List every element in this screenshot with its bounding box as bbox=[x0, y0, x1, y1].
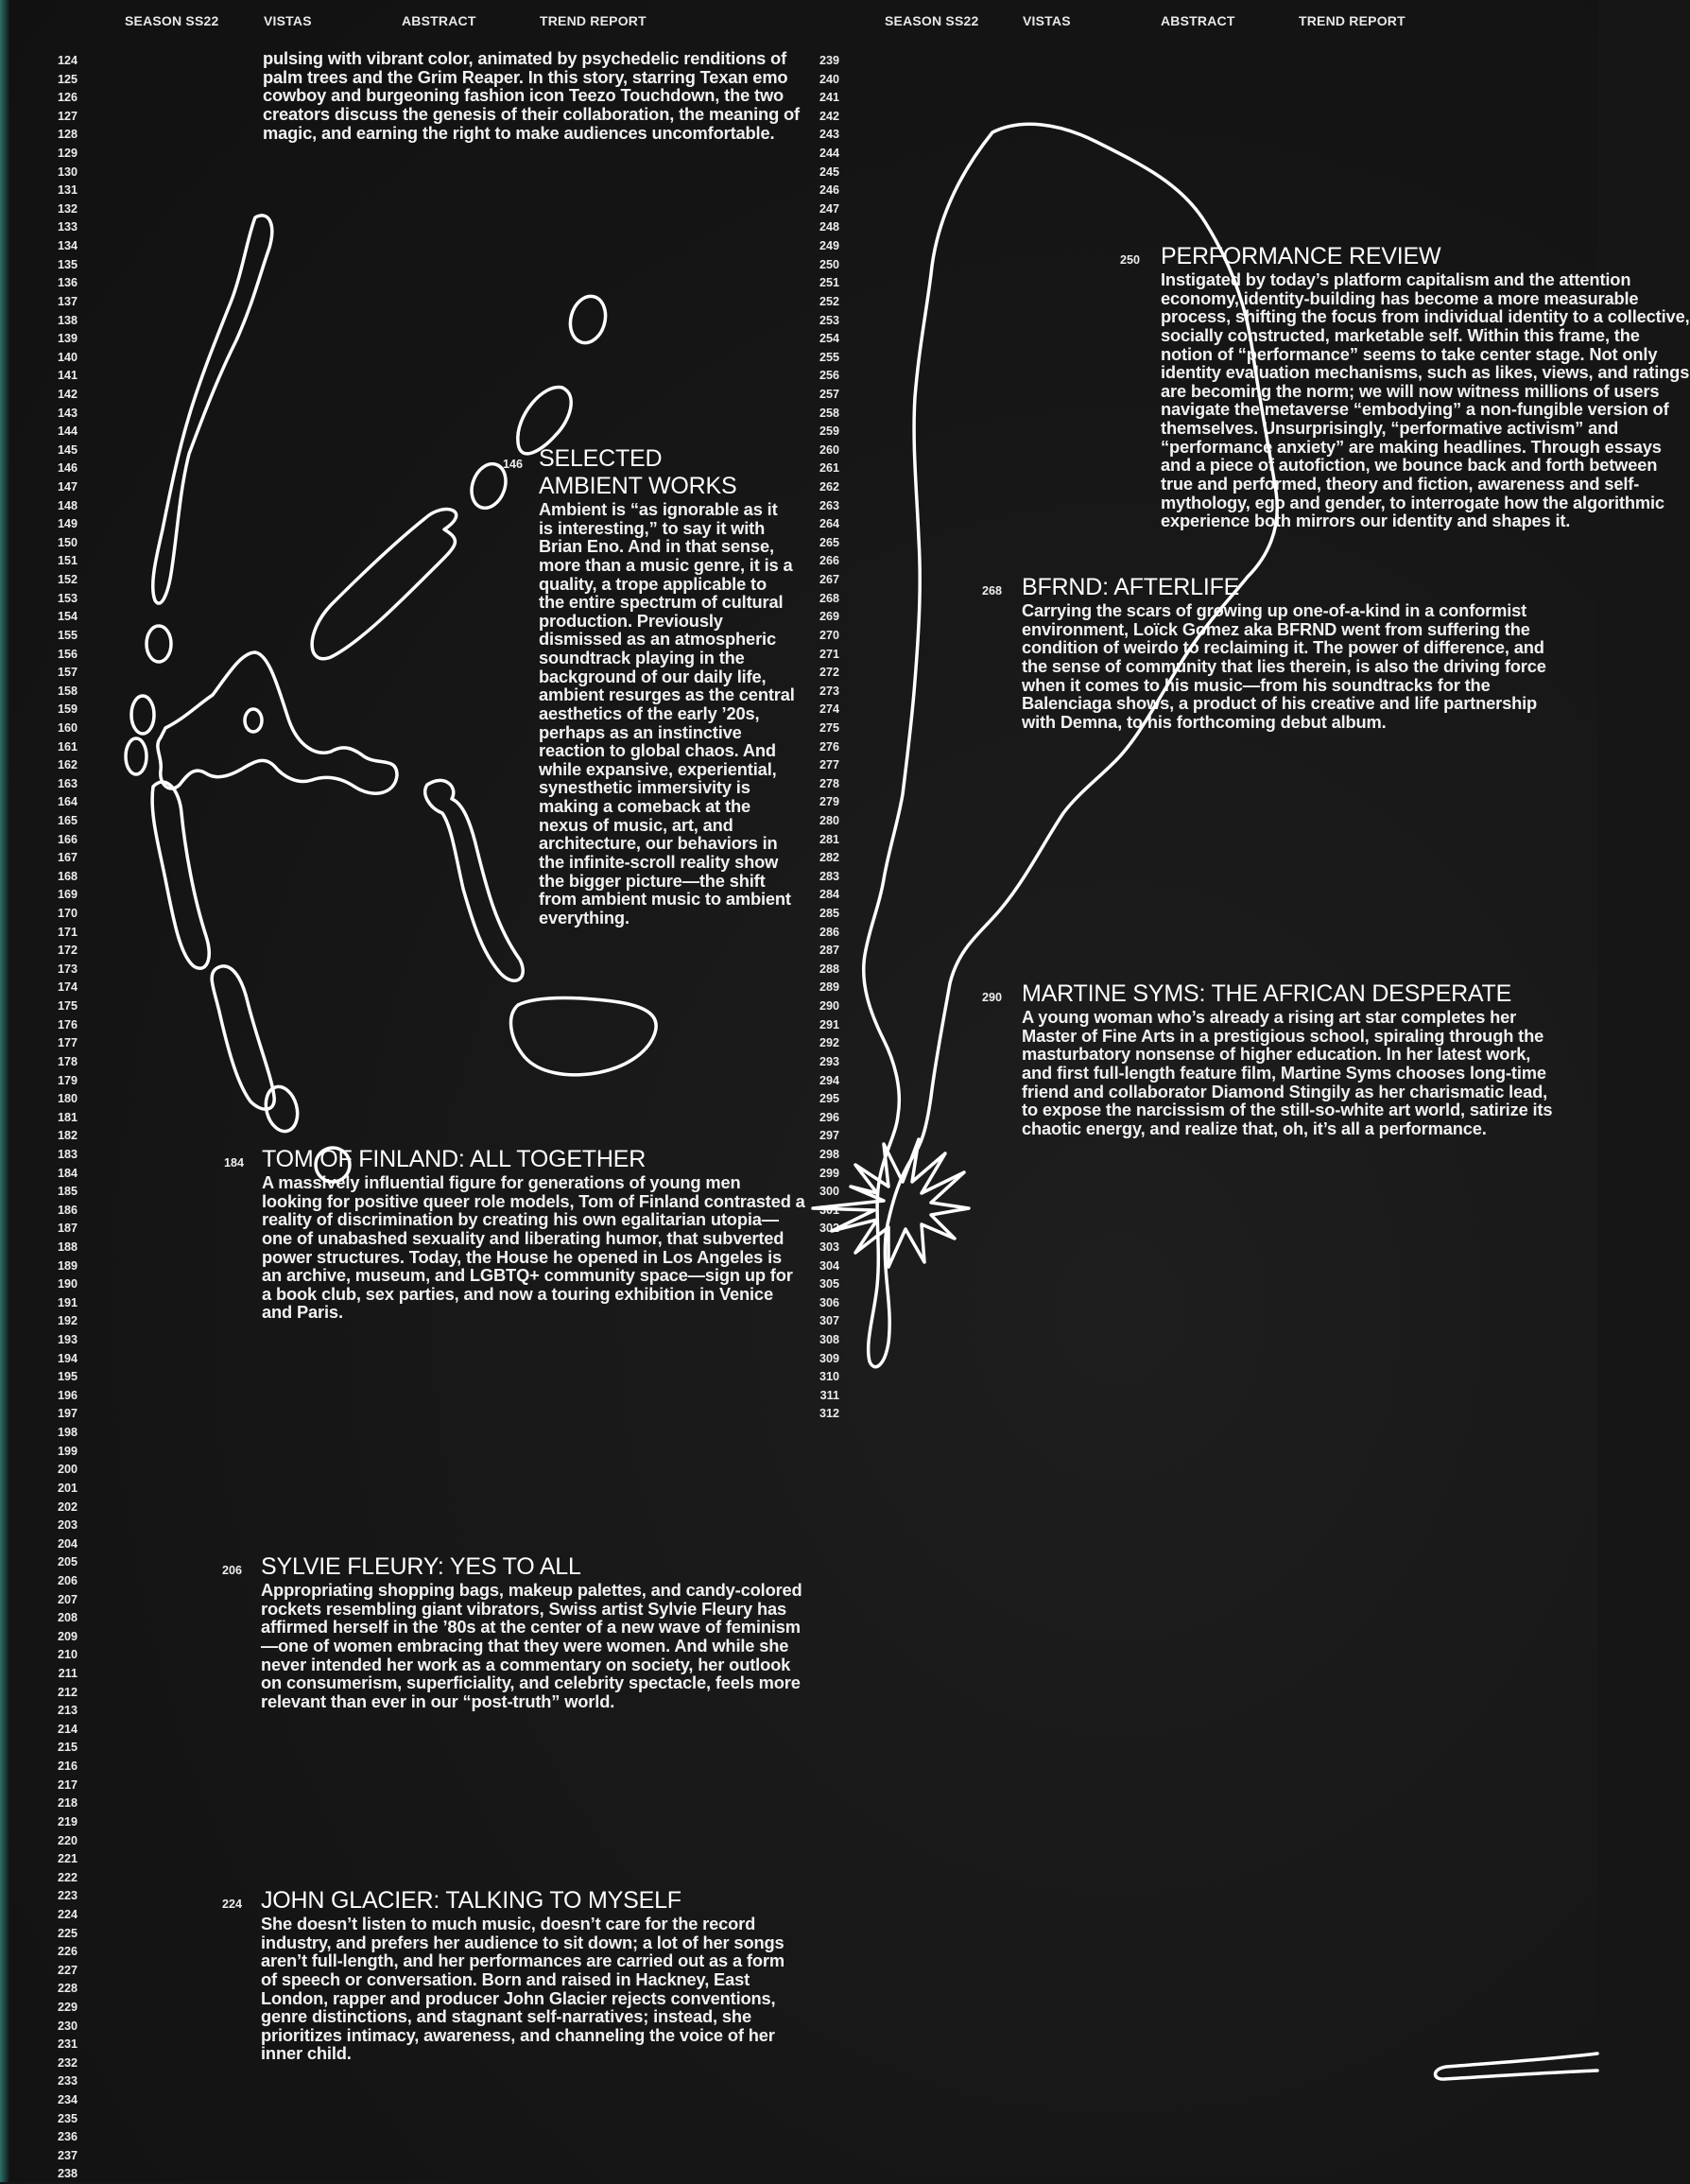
line-number: 211 bbox=[58, 1667, 78, 1681]
line-number: 231 bbox=[57, 2037, 78, 2052]
line-number: 287 bbox=[819, 944, 839, 958]
line-number: 208 bbox=[57, 1611, 78, 1625]
line-number: 264 bbox=[819, 517, 839, 531]
line-number: 151 bbox=[57, 554, 78, 568]
line-number: 236 bbox=[57, 2130, 78, 2144]
doodle-oval-bottom bbox=[261, 1083, 302, 1135]
line-number: 217 bbox=[57, 1777, 78, 1792]
line-number: 299 bbox=[819, 1166, 839, 1180]
line-number: 198 bbox=[57, 1426, 78, 1440]
doodle-wide-blob bbox=[511, 998, 657, 1075]
line-number: 312 bbox=[819, 1407, 839, 1421]
line-number: 310 bbox=[819, 1370, 839, 1384]
line-number: 204 bbox=[57, 1536, 78, 1551]
line-number: 141 bbox=[57, 369, 78, 383]
line-number: 263 bbox=[819, 498, 839, 512]
line-number: 159 bbox=[57, 702, 78, 717]
line-number: 252 bbox=[819, 294, 839, 308]
article-title: JOHN GLACIER: TALKING TO MYSELF bbox=[261, 1887, 681, 1914]
line-number: 230 bbox=[57, 2019, 78, 2033]
line-number: 199 bbox=[57, 1444, 78, 1458]
line-number: 153 bbox=[57, 591, 78, 605]
line-number: 270 bbox=[819, 628, 839, 642]
line-number: 232 bbox=[57, 2055, 78, 2070]
line-number: 205 bbox=[57, 1555, 78, 1569]
page-edge-strip bbox=[0, 0, 9, 2182]
line-number: 261 bbox=[819, 461, 839, 476]
line-number: 281 bbox=[819, 832, 839, 846]
line-number: 202 bbox=[57, 1499, 78, 1514]
line-number: 178 bbox=[57, 1054, 78, 1068]
line-number: 288 bbox=[819, 962, 839, 976]
line-number: 125 bbox=[57, 72, 78, 86]
article-body: A massively influential figure for generations of young men looking for positive queer role models, Tom of Finland contrasted a reality of discrimination by creating his own egalitarian utopia—one of unabashed sexuality and liberating humor, that subverted power structures. Today, the House he opened in Los Angeles is an archive, museum, and LGBTQ+ community space—sign up for a book club, sex parties, and now a touring exhibition in Venice and Paris. bbox=[262, 1172, 805, 1323]
line-number: 267 bbox=[819, 573, 839, 587]
line-number: 201 bbox=[57, 1481, 78, 1495]
line-number: 269 bbox=[819, 610, 839, 624]
line-number: 133 bbox=[57, 220, 78, 234]
line-number: 307 bbox=[819, 1314, 839, 1328]
article-number: 206 bbox=[222, 1564, 243, 1577]
line-number: 234 bbox=[57, 2093, 78, 2107]
line-number: 137 bbox=[57, 294, 78, 308]
line-number: 196 bbox=[57, 1388, 78, 1402]
doodle-oval-tiny-2 bbox=[131, 696, 154, 734]
line-number: 127 bbox=[57, 109, 78, 123]
line-number: 282 bbox=[819, 851, 839, 865]
doodle-oval-tiny-3 bbox=[126, 738, 147, 774]
line-number: 169 bbox=[57, 888, 78, 902]
article-number: 146 bbox=[503, 458, 524, 471]
line-number: 303 bbox=[819, 1240, 839, 1254]
line-number: 156 bbox=[57, 647, 78, 661]
line-number: 306 bbox=[819, 1295, 839, 1309]
line-number: 277 bbox=[819, 758, 839, 772]
line-number: 173 bbox=[57, 962, 78, 976]
intro-paragraph bbox=[263, 49, 802, 142]
article-title: SYLVIE FLEURY: YES TO ALL bbox=[261, 1553, 581, 1580]
line-number: 129 bbox=[57, 147, 78, 161]
line-number: 192 bbox=[57, 1314, 78, 1328]
line-number: 134 bbox=[57, 239, 78, 253]
line-number: 154 bbox=[57, 610, 78, 624]
line-number: 166 bbox=[57, 832, 78, 846]
line-numbers-left bbox=[40, 52, 78, 2184]
line-number: 300 bbox=[819, 1185, 839, 1199]
line-number: 258 bbox=[819, 406, 839, 420]
line-number: 271 bbox=[819, 647, 839, 661]
line-number: 243 bbox=[819, 128, 839, 142]
doodle-oval-inner bbox=[245, 709, 262, 732]
line-number: 221 bbox=[57, 1852, 78, 1866]
line-number: 164 bbox=[57, 795, 78, 809]
header-trend-report-left: TREND REPORT bbox=[540, 13, 647, 28]
line-number: 241 bbox=[819, 91, 839, 105]
article-number: 184 bbox=[224, 1156, 245, 1170]
line-number: 215 bbox=[57, 1741, 78, 1755]
line-number: 191 bbox=[57, 1295, 78, 1309]
line-number: 247 bbox=[819, 201, 839, 216]
line-number: 280 bbox=[819, 813, 839, 827]
line-number: 138 bbox=[57, 313, 78, 327]
line-number: 224 bbox=[57, 1907, 78, 1921]
line-number: 238 bbox=[57, 2167, 78, 2181]
article-title: BFRND: AFTERLIFE bbox=[1022, 574, 1240, 600]
line-number: 311 bbox=[819, 1388, 839, 1402]
line-number: 170 bbox=[57, 907, 78, 921]
line-number: 212 bbox=[57, 1685, 78, 1699]
line-number: 291 bbox=[819, 1017, 839, 1031]
article-body: Carrying the scars of growing up one-of-a-kind in a conformist environment, Loïck Gomez aka BFRND went from suffering the condition of weirdo to reclaiming it. The power of difference, and the sense of community that lies therein, is also the driving force when it comes to his music—from his soundtracks for the Balenciaga shows, a product of his creative and life partnership with Demna, to his forthcoming debut album. bbox=[1022, 600, 1546, 732]
line-number: 180 bbox=[57, 1092, 78, 1106]
article-number: 250 bbox=[1120, 253, 1141, 267]
line-number: 139 bbox=[57, 332, 78, 346]
line-number: 256 bbox=[819, 369, 839, 383]
doodle-hook bbox=[425, 780, 524, 980]
line-number: 207 bbox=[57, 1592, 78, 1606]
line-number: 168 bbox=[57, 869, 78, 883]
line-number: 295 bbox=[819, 1092, 839, 1106]
line-number: 293 bbox=[819, 1054, 839, 1068]
doodle-oval-tiny-1 bbox=[147, 626, 171, 662]
line-number: 145 bbox=[57, 442, 78, 457]
line-number: 220 bbox=[57, 1833, 78, 1847]
intro-text: pulsing with vibrant color, animated by psychedelic renditions of palm trees and the Grim Reaper. In this story, starring Texan emo cowboy and burgeoning fashion icon Teezo Touchdown, the two creators discuss the genesis of their collaboration, the meaning of magic, and earning the right to make audiences uncomfortable. bbox=[263, 48, 800, 143]
line-number: 132 bbox=[57, 201, 78, 216]
line-number: 242 bbox=[819, 109, 839, 123]
line-number: 249 bbox=[819, 239, 839, 253]
line-number: 162 bbox=[57, 758, 78, 772]
doodle-long-diagonal bbox=[312, 510, 457, 659]
line-number: 200 bbox=[57, 1463, 78, 1477]
line-number: 216 bbox=[57, 1759, 78, 1774]
doodle-vertical-left bbox=[152, 782, 209, 968]
header-vistas-right: VISTAS bbox=[1023, 13, 1071, 28]
line-number: 213 bbox=[57, 1704, 78, 1718]
line-number: 158 bbox=[57, 684, 78, 698]
line-number: 250 bbox=[819, 257, 839, 271]
line-number: 124 bbox=[57, 54, 78, 67]
line-number: 177 bbox=[57, 1036, 78, 1050]
line-number: 181 bbox=[57, 1110, 78, 1124]
line-number: 197 bbox=[57, 1407, 78, 1421]
doodle-oval-small-1 bbox=[565, 292, 611, 347]
article-title: TOM OF FINLAND: ALL TOGETHER bbox=[262, 1146, 647, 1172]
line-number: 268 bbox=[819, 591, 839, 605]
line-number: 187 bbox=[57, 1222, 78, 1236]
line-number: 298 bbox=[819, 1147, 839, 1161]
article-tom-of-finland bbox=[224, 1146, 805, 1323]
line-number: 226 bbox=[57, 1945, 78, 1959]
line-number: 260 bbox=[819, 442, 839, 457]
article-sylvie-fleury bbox=[222, 1553, 804, 1711]
line-number: 223 bbox=[57, 1889, 78, 1903]
line-number: 131 bbox=[57, 183, 78, 198]
line-number: 255 bbox=[819, 350, 839, 364]
line-number: 190 bbox=[57, 1277, 78, 1291]
line-number: 206 bbox=[57, 1573, 78, 1587]
line-number: 240 bbox=[819, 72, 839, 86]
line-numbers-right bbox=[802, 52, 839, 1424]
doodle-zigzag-blob bbox=[158, 652, 397, 793]
doodle-bottom-right-stroke bbox=[1435, 2054, 1597, 2079]
line-number: 305 bbox=[819, 1277, 839, 1291]
line-number: 274 bbox=[819, 702, 839, 717]
article-john-glacier bbox=[222, 1887, 804, 2064]
line-number: 290 bbox=[819, 999, 839, 1014]
line-number: 278 bbox=[819, 776, 839, 790]
line-number: 148 bbox=[57, 498, 78, 512]
line-number: 228 bbox=[57, 1982, 78, 1996]
line-number: 251 bbox=[819, 276, 839, 290]
article-body: Instigated by today’s platform capitalism and the attention economy, identity-building has become a more measurable process, shifting the focus from individual identity to a collective, socially constructed, marketable self. Within this frame, the notion of “performance” seems to take center stage. Not only identity evaluation mechanisms, such as likes, views, and ratings are becoming the norm; we will now witness millions of users navigate the metaverse “embodying” a non-fungible version of themselves. Unsurprisingly, “performative activism” and “performance anxiety” are making headlines. Through essays and a piece of autofiction, we bounce back and forth between true and performed, theory and fiction, awareness and self-mythology, ego and gender, to interrogate how the algorithmic experience both mirrors our identity and shapes it. bbox=[1161, 269, 1690, 531]
article-number: 290 bbox=[982, 991, 1003, 1004]
line-number: 309 bbox=[819, 1351, 839, 1365]
line-number: 174 bbox=[57, 980, 78, 995]
line-number: 265 bbox=[819, 535, 839, 549]
line-number: 176 bbox=[57, 1017, 78, 1031]
header-trend-report-right: TREND REPORT bbox=[1299, 13, 1405, 28]
line-number: 189 bbox=[57, 1258, 78, 1273]
line-number: 285 bbox=[819, 907, 839, 921]
line-number: 183 bbox=[57, 1147, 78, 1161]
line-number: 172 bbox=[57, 944, 78, 958]
line-number: 302 bbox=[819, 1222, 839, 1236]
article-title: PERFORMANCE REVIEW bbox=[1161, 243, 1441, 269]
line-number: 292 bbox=[819, 1036, 839, 1050]
article-bfrnd-afterlife bbox=[982, 574, 1551, 732]
line-number: 283 bbox=[819, 869, 839, 883]
line-number: 304 bbox=[819, 1258, 839, 1273]
line-number: 245 bbox=[819, 165, 839, 179]
line-number: 186 bbox=[57, 1203, 78, 1217]
line-number: 233 bbox=[57, 2074, 78, 2089]
article-body: She doesn’t listen to much music, doesn’t care for the record industry, and prefers her audience to sit down; a lot of her songs aren’t full-length, and her performances are carried out as a form of speech or conversation. Born and raised in Hackney, East London, rapper and producer John Glacier rejects conventions, genre distinctions, and stagnant self-narratives; instead, she prioritizes intimacy, awareness, and channeling the voice of her inner child. bbox=[261, 1914, 785, 2064]
line-number: 136 bbox=[57, 276, 78, 290]
line-number: 128 bbox=[57, 128, 78, 142]
line-number: 146 bbox=[57, 461, 78, 476]
line-number: 257 bbox=[819, 387, 839, 401]
line-number: 237 bbox=[57, 2148, 78, 2162]
line-number: 286 bbox=[819, 925, 839, 939]
line-number: 182 bbox=[57, 1129, 78, 1143]
line-number: 244 bbox=[819, 147, 839, 161]
line-number: 194 bbox=[57, 1351, 78, 1365]
line-number: 135 bbox=[57, 257, 78, 271]
line-number: 160 bbox=[57, 720, 78, 735]
article-number: 268 bbox=[982, 584, 1003, 598]
article-title: MARTINE SYMS: THE AFRICAN DESPERATE bbox=[1022, 980, 1512, 1007]
line-number: 296 bbox=[819, 1110, 839, 1124]
line-number: 185 bbox=[57, 1185, 78, 1199]
header-abstract-right: ABSTRACT bbox=[1161, 13, 1235, 28]
line-number: 239 bbox=[819, 54, 839, 67]
line-number: 188 bbox=[57, 1240, 78, 1254]
line-number: 229 bbox=[57, 2000, 78, 2014]
line-number: 222 bbox=[57, 1870, 78, 1884]
line-number: 130 bbox=[57, 165, 78, 179]
line-number: 262 bbox=[819, 480, 839, 494]
line-number: 195 bbox=[57, 1370, 78, 1384]
line-number: 275 bbox=[819, 720, 839, 735]
article-body: A young woman who’s already a rising art star completes her Master of Fine Arts in a prestigious school, spiraling through the masturbatory nonsense of higher education. In her latest work, and first full-length feature film, Martine Syms chooses long-time friend and collaborator Diamond Stingily as her charismatic lead, to expose the narcissism of the still-so-white art world, satirize its chaotic energy, and realize that, oh, it’s all a performance. bbox=[1022, 1007, 1553, 1138]
line-number: 167 bbox=[57, 851, 78, 865]
line-number: 210 bbox=[57, 1648, 78, 1662]
line-number: 272 bbox=[819, 666, 839, 680]
doodle-bean-1 bbox=[518, 388, 571, 454]
line-number: 297 bbox=[819, 1129, 839, 1143]
doodle-lower-bean bbox=[212, 966, 274, 1109]
line-number: 284 bbox=[819, 888, 839, 902]
article-body: Appropriating shopping bags, makeup palettes, and candy-colored rockets resembling giant vibrators, Swiss artist Sylvie Fleury has affirmed herself in the ’80s at the center of a new wave of feminism—one of women embracing that they were women. And while she never intended her work as a commentary on society, her outlook on consumerism, superficiality, and celebrity spectacle, feels more relevant than ever in our “post-truth” world. bbox=[261, 1580, 802, 1711]
article-body: Ambient is “as ignorable as it is interesting,” to say it with Brian Eno. And in that sense, more than a music genre, it is a quality, a trope applicable to the entire spectrum of cultural production. Previously dismissed as an atmospheric soundtrack playing in the background of our daily life, ambient resurges as the central aesthetics of the early ’20s, perhaps as an instinctive reaction to global chaos. And while expansive, experiential, synesthetic immersivity is making a comeback at the nexus of music, art, and architecture, our behaviors in the infinite-scroll reality show the bigger picture—the shift from ambient music to ambient everything. bbox=[539, 499, 795, 927]
line-number: 279 bbox=[819, 795, 839, 809]
line-number: 248 bbox=[819, 220, 839, 234]
line-number: 142 bbox=[57, 387, 78, 401]
line-number: 259 bbox=[819, 425, 839, 439]
line-number: 161 bbox=[57, 739, 78, 754]
line-number: 294 bbox=[819, 1073, 839, 1087]
doodle-long-stroke-left bbox=[153, 216, 272, 603]
article-martine-syms bbox=[982, 980, 1556, 1138]
line-number: 301 bbox=[819, 1203, 839, 1217]
line-number: 140 bbox=[57, 350, 78, 364]
line-number: 144 bbox=[57, 425, 78, 439]
article-selected-ambient-works bbox=[503, 445, 796, 927]
line-number: 184 bbox=[57, 1166, 78, 1180]
line-number: 143 bbox=[57, 406, 78, 420]
line-number: 171 bbox=[57, 925, 78, 939]
line-number: 150 bbox=[57, 535, 78, 549]
line-number: 227 bbox=[57, 1963, 78, 1977]
line-number: 155 bbox=[57, 628, 78, 642]
article-title-line-2: AMBIENT WORKS bbox=[539, 473, 737, 499]
line-number: 266 bbox=[819, 554, 839, 568]
line-number: 157 bbox=[57, 666, 78, 680]
line-number: 289 bbox=[819, 980, 839, 995]
line-number: 209 bbox=[57, 1629, 78, 1643]
article-number: 224 bbox=[222, 1898, 243, 1911]
line-number: 179 bbox=[57, 1073, 78, 1087]
article-title-line-1: SELECTED bbox=[539, 445, 663, 472]
line-number: 276 bbox=[819, 739, 839, 754]
line-number: 147 bbox=[57, 480, 78, 494]
header-season-right: SEASON SS22 bbox=[885, 13, 979, 28]
line-number: 165 bbox=[57, 813, 78, 827]
header-season-left: SEASON SS22 bbox=[125, 13, 219, 28]
line-number: 126 bbox=[57, 91, 78, 105]
line-number: 163 bbox=[57, 776, 78, 790]
line-number: 254 bbox=[819, 332, 839, 346]
line-number: 246 bbox=[819, 183, 839, 198]
header-abstract-left: ABSTRACT bbox=[402, 13, 476, 28]
line-number: 175 bbox=[57, 999, 78, 1014]
line-number: 273 bbox=[819, 684, 839, 698]
line-number: 203 bbox=[57, 1518, 78, 1533]
line-number: 308 bbox=[819, 1333, 839, 1347]
line-number: 149 bbox=[57, 517, 78, 531]
line-number: 214 bbox=[57, 1722, 78, 1736]
line-number: 225 bbox=[57, 1926, 78, 1940]
line-number: 193 bbox=[57, 1333, 78, 1347]
line-number: 253 bbox=[819, 313, 839, 327]
line-number: 218 bbox=[57, 1796, 78, 1811]
article-performance-review bbox=[1120, 243, 1690, 569]
line-number: 219 bbox=[57, 1814, 78, 1829]
line-number: 235 bbox=[57, 2111, 78, 2125]
line-number: 152 bbox=[57, 573, 78, 587]
header-vistas-left: VISTAS bbox=[264, 13, 312, 28]
